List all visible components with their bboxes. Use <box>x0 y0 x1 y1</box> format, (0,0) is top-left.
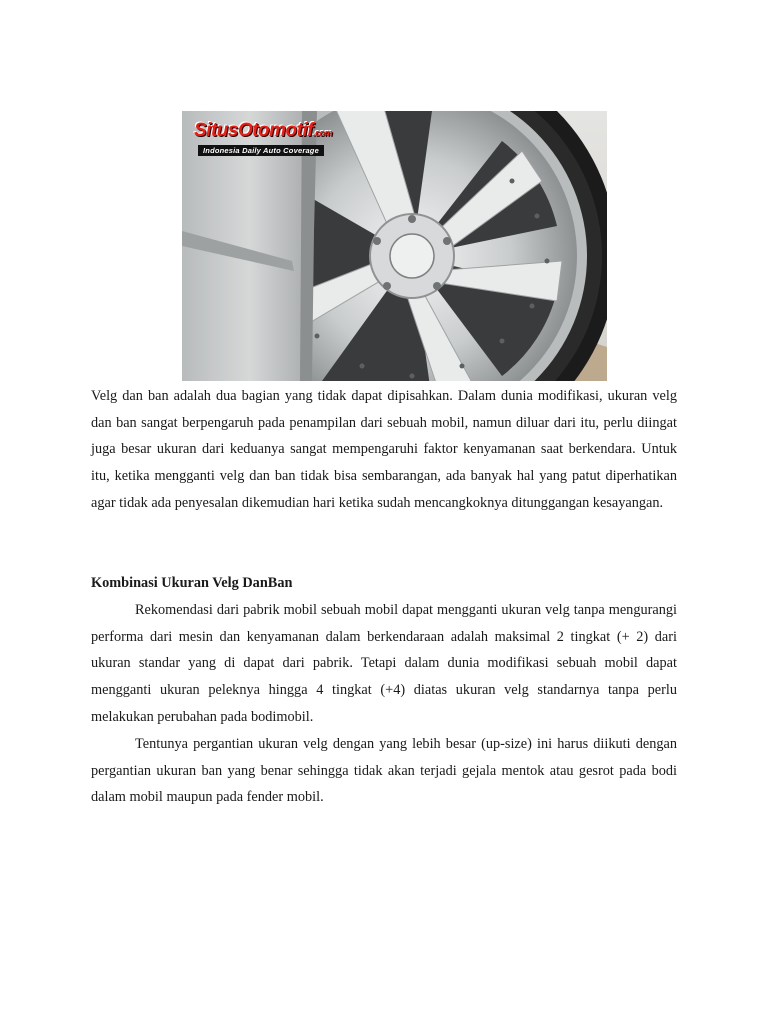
car-wheel-photo <box>182 111 607 381</box>
section-paragraph-2: Tentunya pergantian ukuran velg dengan yang lebih besar (up-size) ini harus diikuti dengan pergantian ukuran ban yang benar sehingga tidak akan terjadi gejala mentok atau gesrot pada bodi dalam mobil maupun pada fender mobil. <box>91 736 677 806</box>
section-paragraph-1: Rekomendasi dari pabrik mobil sebuah mobil dapat mengganti ukuran velg tanpa mengurangi performa dari mesin dan kenyamanan dalam berkendaraan adalah maksimal 2 tingkat (+ 2) dari ukuran standar yang di dapat dari pabrik. Tetapi dalam dunia modifikasi sebuah mobil dapat mengganti ukuran peleknya hingga 4 tingkat (+4) diatas ukuran velg standarnya tanpa perlu melakukan perubahan pada bodimobil. <box>91 602 677 725</box>
section-heading: Kombinasi Ukuran Velg DanBan <box>91 575 293 591</box>
logo-name: SitusOtomotif.com <box>194 120 333 141</box>
situsotomotif-logo <box>194 120 354 160</box>
logo-tagline: Indonesia Daily Auto Coverage <box>198 145 324 156</box>
intro-paragraph: Velg dan ban adalah dua bagian yang tidak dapat dipisahkan. Dalam dunia modifikasi, ukuran velg dan ban sangat berpengaruh pada penampilan dari sebuah mobil, namun diluar dari itu, perlu diingat juga besar ukuran dari keduanya sangat mempengaruhi faktor kenyamanan saat berkendara. Untuk itu, ketika mengganti velg dan ban tidak bisa sembarangan, ada banyak hal yang patut diperhatikan agar tidak ada penyesalan dikemudian hari ketika sudah mencangkoknya ditunggangan kesayangan. <box>91 388 677 511</box>
